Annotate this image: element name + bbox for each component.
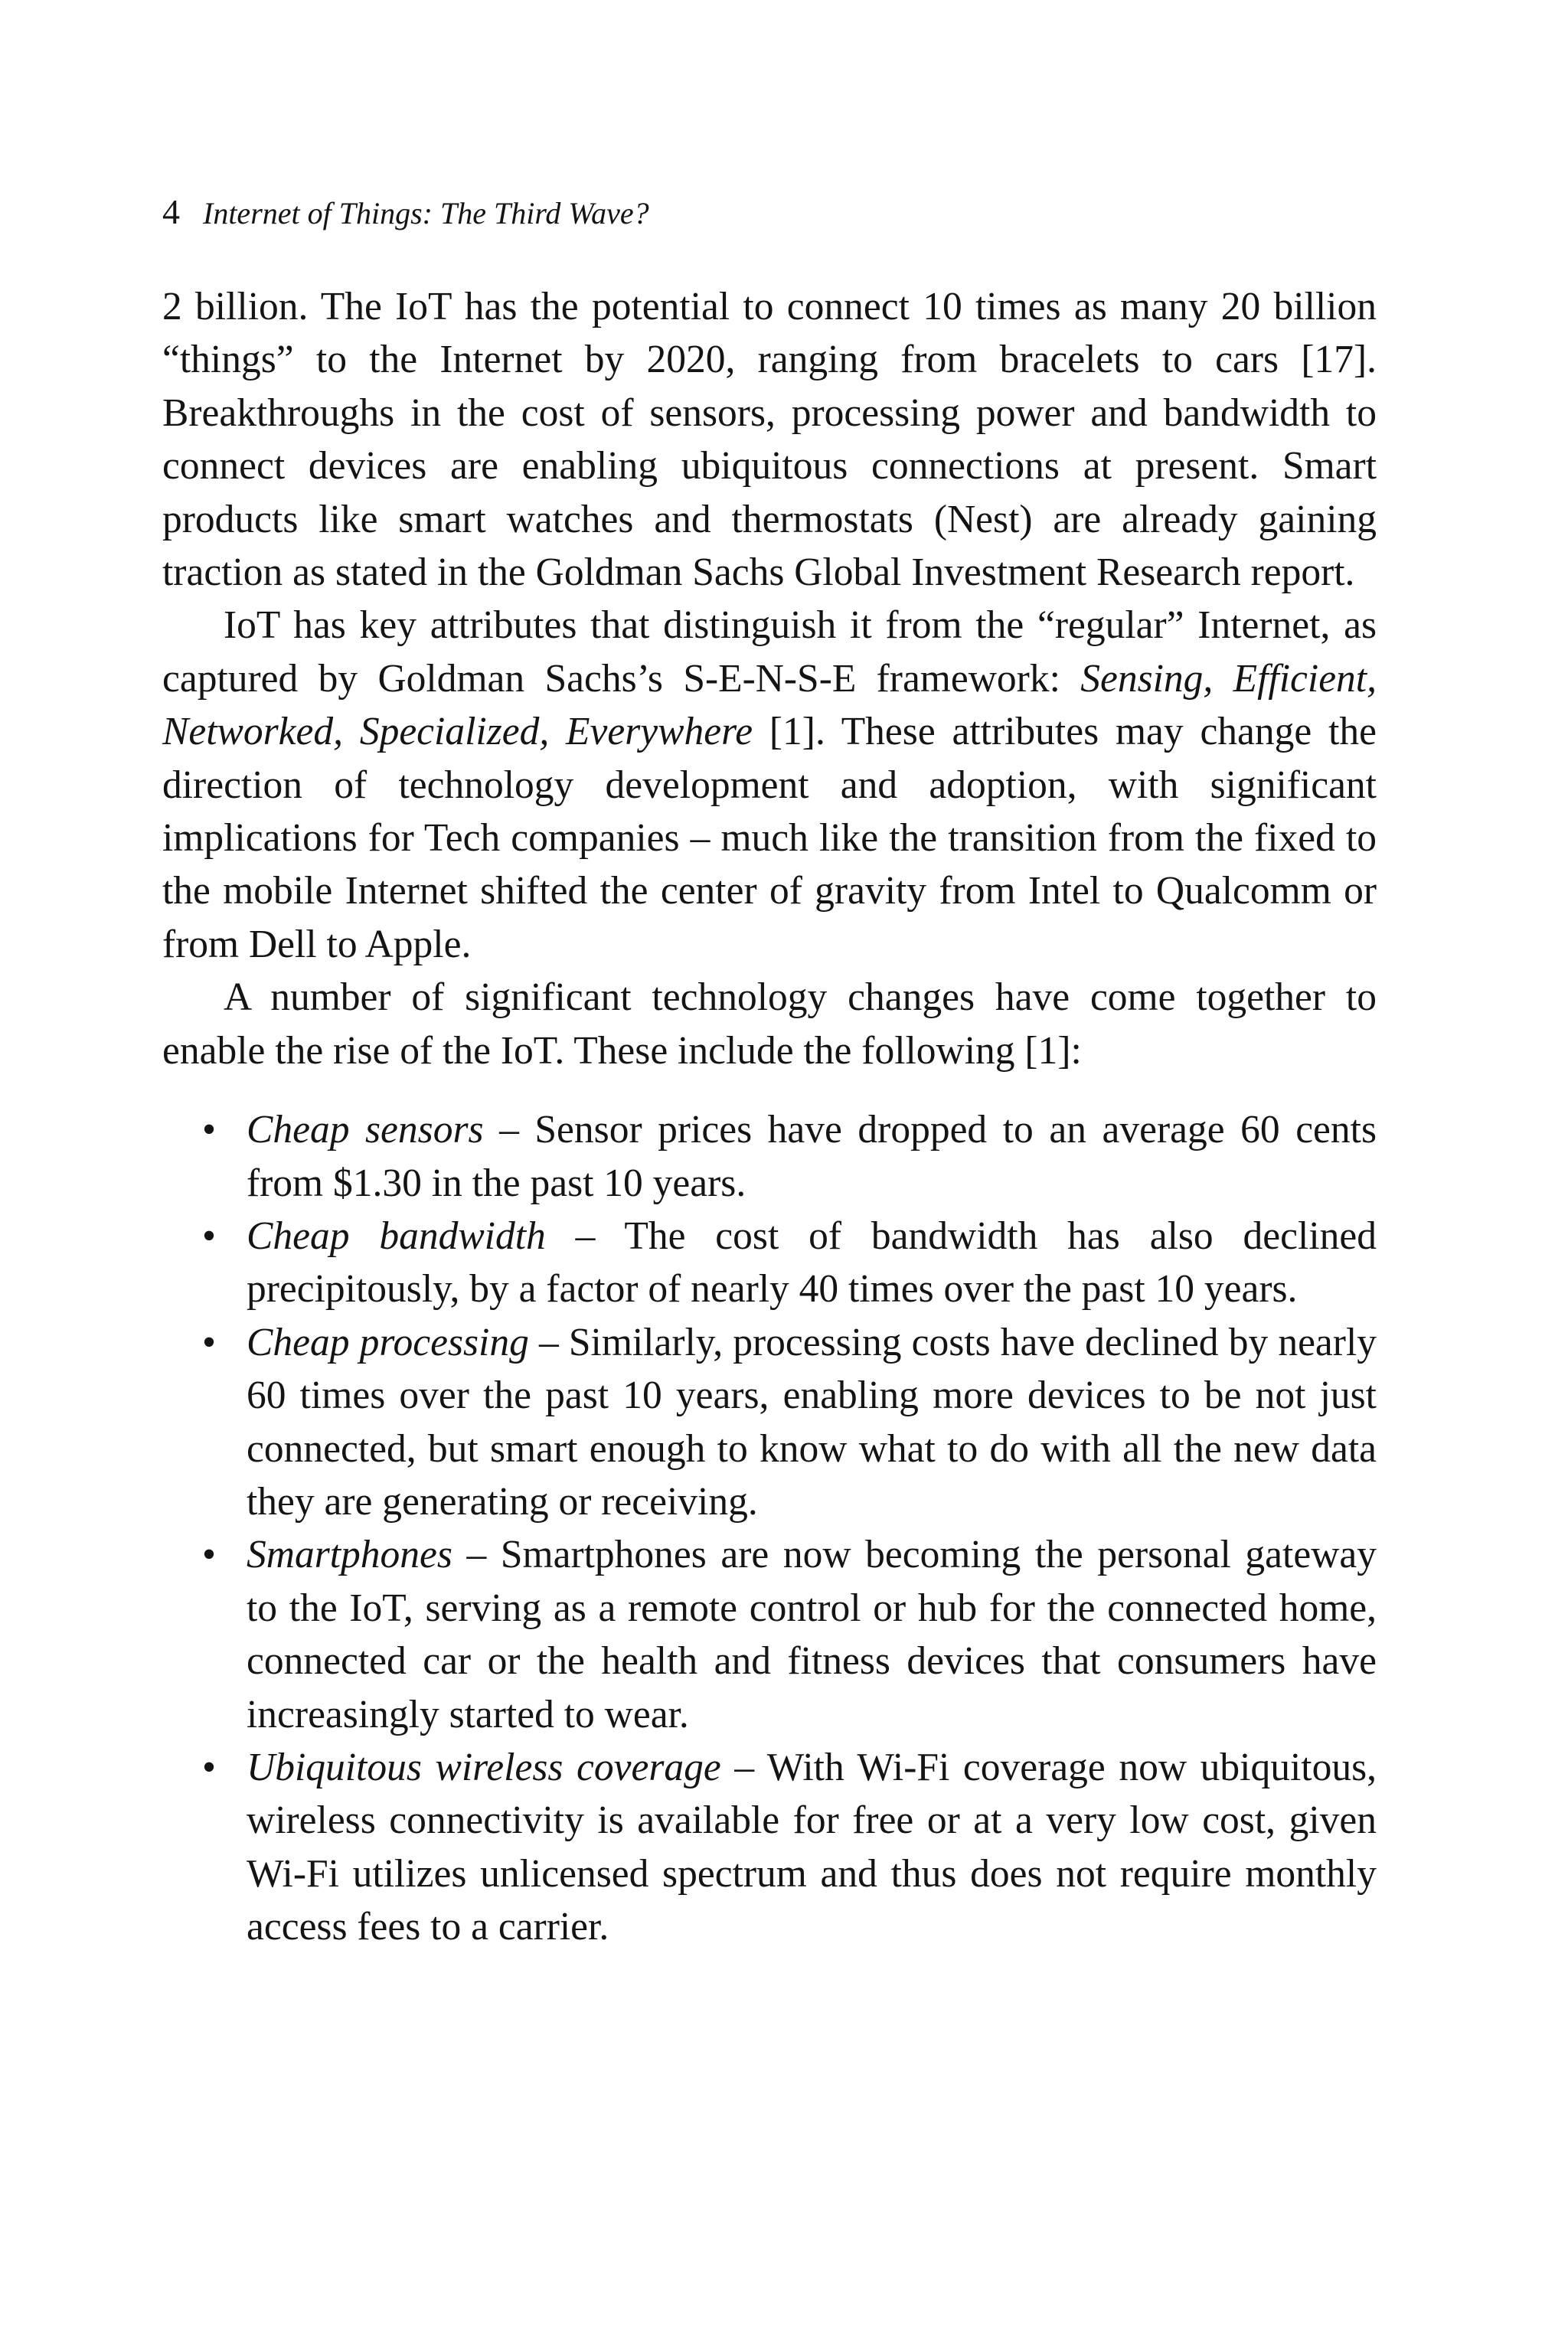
bullet-icon: • (202, 1320, 217, 1364)
bullet-text: – With Wi-Fi coverage now ubiquitous, wireless connectivity is available for free or at a very low cost, given Wi-Fi utilizes unlicensed spectrum and thus does not require monthly access fees to a carrier. (247, 1745, 1377, 1949)
bullet-term: Cheap processing (247, 1320, 529, 1364)
running-header (162, 191, 649, 245)
bullet-icon: • (202, 1214, 217, 1258)
paragraph-3: A number of significant technology changes have come together to enable the rise of the IoT. These include the following [1]: (162, 975, 1377, 1073)
bullet-text: – Sensor prices have dropped to an average 60 cents from $1.30 in the past 10 years. (247, 1108, 1377, 1205)
list-item-cheap-processing (162, 1316, 1377, 1529)
paragraph-1: 2 billion. The IoT has the potential to connect 10 times as many 20 billion “things” to the Internet by 2020, ranging from bracelets to cars [17]. Breakthroughs in the cost of sensors, processing power and bandwidth to connect devices are enabling ubiquitous connections at present. Smart products like smart watches and thermostats (Nest) are already gaining traction as stated in the Goldman Sachs Global Investment Research report. (162, 285, 1377, 595)
paragraph-2 (162, 599, 1377, 971)
bullet-term: Cheap sensors (247, 1108, 484, 1152)
list-item-smartphones (162, 1528, 1377, 1741)
body-text (162, 280, 1377, 1954)
bullet-text: – The cost of bandwidth has also declined precipitously, by a factor of nearly 40 times over the past 10 years. (247, 1214, 1377, 1312)
technology-changes-list (162, 1103, 1377, 1954)
sense-framework-terms: Sensing, Efficient, Networked, Specialized, Everywhere (162, 656, 1377, 754)
bullet-text: – Similarly, processing costs have declined by nearly 60 times over the past 10 years, enabling more devices to be not just connected, but smart enough to know what to do with all the new data they are generating or receiving. (247, 1320, 1377, 1524)
page-number: 4 (162, 192, 180, 231)
list-item-cheap-sensors (162, 1103, 1377, 1210)
bullet-term: Smartphones (247, 1533, 452, 1577)
bullet-icon: • (202, 1108, 217, 1152)
bullet-icon: • (202, 1745, 217, 1789)
list-item-ubiquitous-wireless (162, 1741, 1377, 1954)
paragraph-2-rest: [1]. These attributes may change the direction of technology development and adoption, with significant implications for Tech companies – much like the transition from the fixed to the mobile Internet shifted the center of gravity from Intel to Qualcomm or from Dell to Apple. (162, 710, 1377, 966)
bullet-term: Cheap bandwidth (247, 1214, 546, 1258)
paragraph-2-lead: IoT has key attributes that distinguish it from the “regular” Internet, as captured by Goldman Sachs’s S-E-N-S-E framework: (162, 603, 1377, 701)
running-title: Internet of Things: The Third Wave? (203, 196, 649, 230)
list-item-cheap-bandwidth (162, 1210, 1377, 1316)
bullet-text: – Smartphones are now becoming the personal gateway to the IoT, serving as a remote control or hub for the connected home, connected car or the health and fitness devices that consumers have increasingly started to wear. (247, 1533, 1377, 1736)
bullet-icon: • (202, 1533, 217, 1577)
bullet-term: Ubiquitous wireless coverage (247, 1745, 721, 1789)
